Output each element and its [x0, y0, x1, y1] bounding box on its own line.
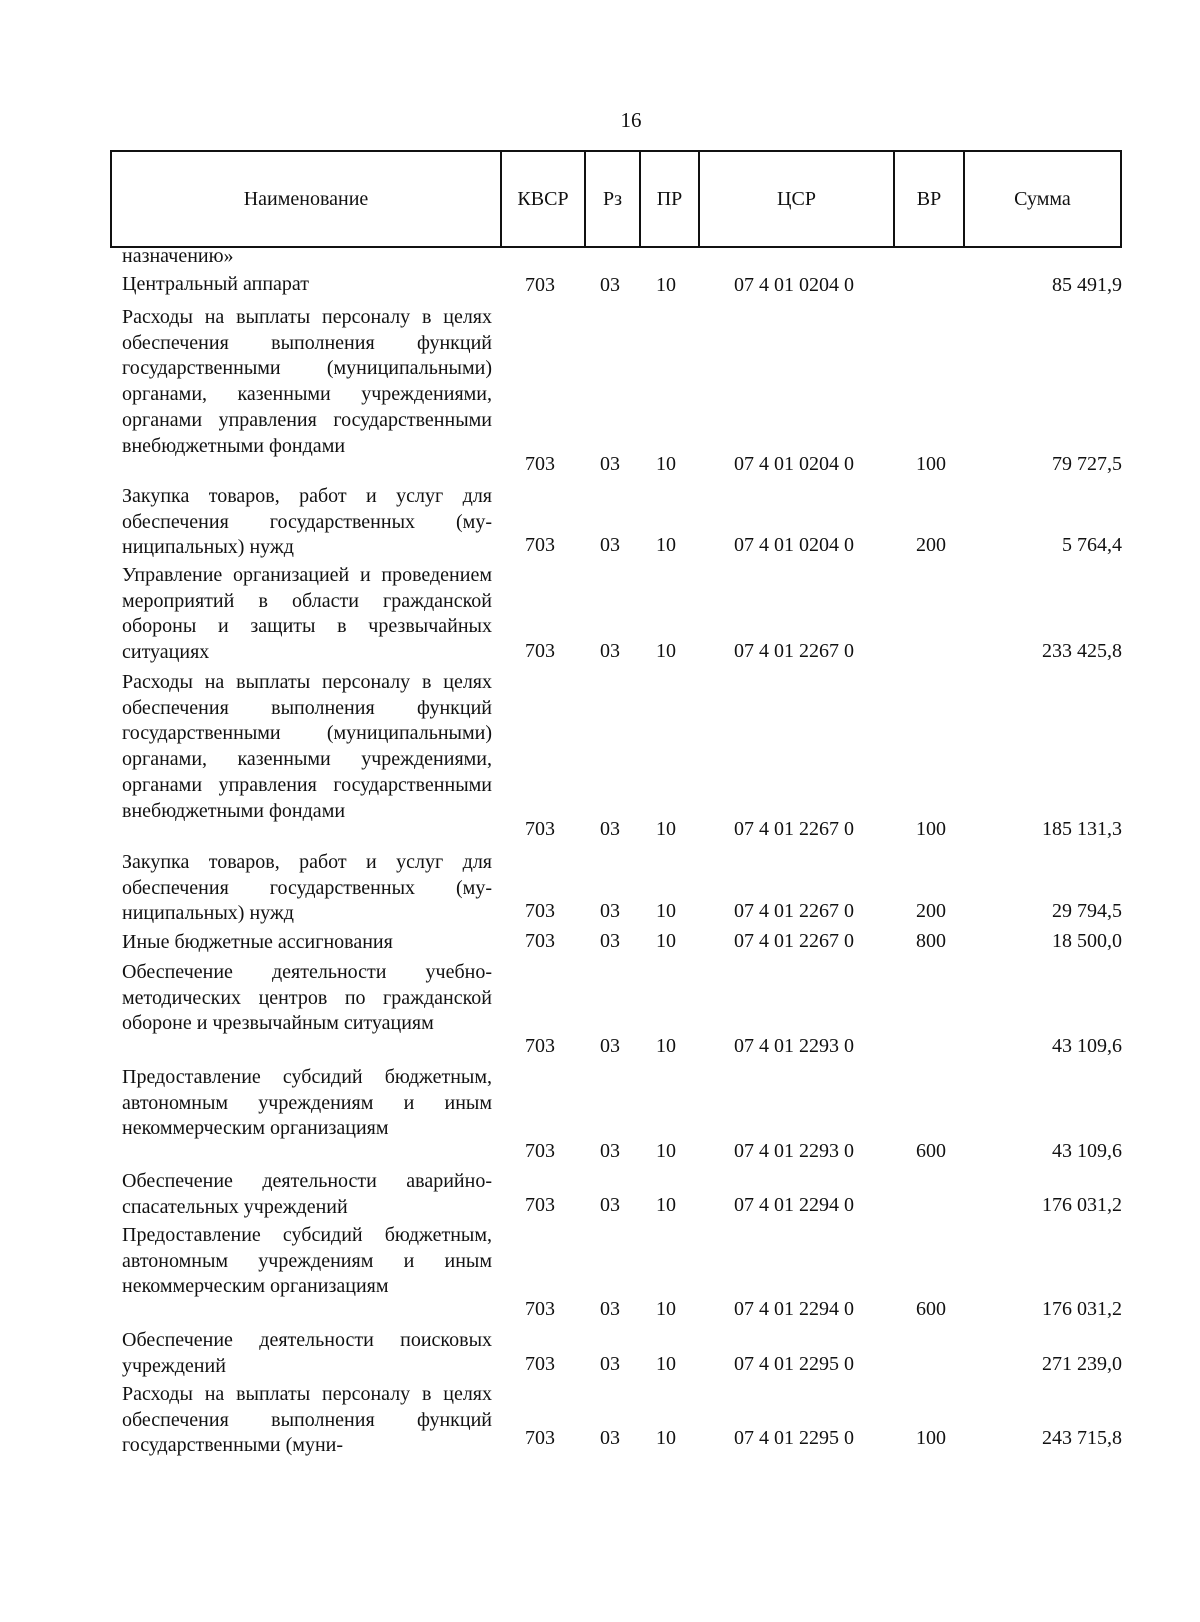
row-rz: 03 [600, 640, 620, 662]
row-name: Обеспечение деятельности поисковых учреждений [122, 1329, 492, 1377]
row-name: Предоставление субсидий бюджетным, автономным учреждениям и иным некоммерческим организациям [122, 1224, 492, 1298]
row-pr: 10 [656, 534, 676, 556]
row-rz: 03 [600, 1298, 620, 1320]
row-kvsr: 703 [525, 930, 555, 952]
row-sum: 29 794,5 [1052, 900, 1122, 922]
header-sum: Сумма [1014, 187, 1071, 210]
header-kvsr: КВСР [502, 152, 586, 246]
row-sum: 18 500,0 [1052, 930, 1122, 952]
row-rz: 03 [600, 274, 620, 296]
row-rz: 03 [600, 930, 620, 952]
row-csr: 07 4 01 2295 0 [734, 1353, 854, 1375]
row-kvsr: 703 [525, 1035, 555, 1057]
row-sum: 271 239,0 [1042, 1353, 1122, 1375]
row-sum: 185 131,3 [1042, 818, 1122, 840]
header-pr: ПР [641, 152, 700, 246]
row-vr: 800 [916, 930, 946, 952]
row-vr: 600 [916, 1140, 946, 1162]
row-name: Иные бюджетные ассигнования [122, 931, 393, 953]
row-kvsr: 703 [525, 818, 555, 840]
row-vr: 100 [916, 453, 946, 475]
row-rz: 03 [600, 1140, 620, 1162]
row-kvsr: 703 [525, 274, 555, 296]
row-vr: 200 [916, 534, 946, 556]
row-name: Обеспечение деятельности учебно-методических центров по гражданской обороне и чрезвычайным ситуациям [122, 961, 492, 1035]
row-name: Управление организацией и проведением мероприятий в области гражданской обороны и защиты в чрезвычайных ситуациях [122, 564, 492, 664]
row-csr: 07 4 01 2267 0 [734, 930, 854, 952]
header-vr: ВР [895, 152, 965, 246]
row-kvsr: 703 [525, 640, 555, 662]
row-rz: 03 [600, 818, 620, 840]
row-pr: 10 [656, 930, 676, 952]
row-sum: 176 031,2 [1042, 1194, 1122, 1216]
row-vr: 100 [916, 1427, 946, 1449]
row-kvsr: 703 [525, 900, 555, 922]
row-pr: 10 [656, 453, 676, 475]
row-sum: 79 727,5 [1052, 453, 1122, 475]
row-pr: 10 [656, 1353, 676, 1375]
row-sum: 43 109,6 [1052, 1035, 1122, 1057]
row-rz: 03 [600, 1427, 620, 1449]
row-csr: 07 4 01 2267 0 [734, 818, 854, 840]
row-rz: 03 [600, 534, 620, 556]
row-csr: 07 4 01 2293 0 [734, 1140, 854, 1162]
row-sum: 233 425,8 [1042, 640, 1122, 662]
row-csr: 07 4 01 0204 0 [734, 534, 854, 556]
row-rz: 03 [600, 453, 620, 475]
row-pr: 10 [656, 1194, 676, 1216]
row-name: Расходы на выплаты персоналу в целях обеспечения выполнения функций государственными (муниципальными) органами, казенными учреждениями, органами управления государственными внебюджетными фондами [122, 306, 492, 457]
row-sum: 5 764,4 [1062, 534, 1122, 556]
page-number: 16 [620, 108, 642, 132]
row-name: Закупка товаров, работ и услуг для обеспечения государственных (муниципальных) нужд [122, 485, 492, 559]
row-kvsr: 703 [525, 534, 555, 556]
row-vr: 100 [916, 818, 946, 840]
row-vr: 200 [916, 900, 946, 922]
row-name: Расходы на выплаты персоналу в целях обеспечения выполнения функций государственными (муниципальными) органами, казенными учреждениями, органами управления государственными внебюджетными фондами [122, 671, 492, 822]
row-name: Центральный аппарат [122, 273, 310, 295]
header-csr: ЦСР [700, 152, 895, 246]
row-pr: 10 [656, 274, 676, 296]
row-pr: 10 [656, 900, 676, 922]
row-csr: 07 4 01 2294 0 [734, 1298, 854, 1320]
row-csr: 07 4 01 0204 0 [734, 274, 854, 296]
row-kvsr: 703 [525, 1353, 555, 1375]
row-name: Закупка товаров, работ и услуг для обеспечения государственных (муниципальных) нужд [122, 851, 492, 925]
header-name: Наименование [112, 152, 502, 246]
row-csr: 07 4 01 2294 0 [734, 1194, 854, 1216]
row-csr: 07 4 01 2295 0 [734, 1427, 854, 1449]
row-csr: 07 4 01 2293 0 [734, 1035, 854, 1057]
row-rz: 03 [600, 1353, 620, 1375]
row-name: Расходы на выплаты персоналу в целях обеспечения выполнения функций государственными (муни- [122, 1383, 492, 1457]
row-pr: 10 [656, 1140, 676, 1162]
row-kvsr: 703 [525, 1140, 555, 1162]
row-sum: 85 491,9 [1052, 274, 1122, 296]
row-sum: 176 031,2 [1042, 1298, 1122, 1320]
row-csr: 07 4 01 2267 0 [734, 640, 854, 662]
row-rz: 03 [600, 900, 620, 922]
row-pr: 10 [656, 1035, 676, 1057]
row-rz: 03 [600, 1035, 620, 1057]
row-rz: 03 [600, 1194, 620, 1216]
row-name: назначению» [122, 245, 234, 267]
row-kvsr: 703 [525, 1298, 555, 1320]
row-pr: 10 [656, 1298, 676, 1320]
row-sum: 43 109,6 [1052, 1140, 1122, 1162]
row-pr: 10 [656, 1427, 676, 1449]
row-name: Предоставление субсидий бюджетным, автономным учреждениям и иным некоммерческим организациям [122, 1066, 492, 1140]
row-pr: 10 [656, 640, 676, 662]
row-csr: 07 4 01 0204 0 [734, 453, 854, 475]
row-csr: 07 4 01 2267 0 [734, 900, 854, 922]
row-vr: 600 [916, 1298, 946, 1320]
row-kvsr: 703 [525, 1427, 555, 1449]
row-kvsr: 703 [525, 1194, 555, 1216]
header-rz: Рз [586, 152, 641, 246]
row-pr: 10 [656, 818, 676, 840]
row-kvsr: 703 [525, 453, 555, 475]
row-name: Обеспечение деятельности аварийно-спасательных учреждений [122, 1170, 492, 1218]
row-sum: 243 715,8 [1042, 1427, 1122, 1449]
